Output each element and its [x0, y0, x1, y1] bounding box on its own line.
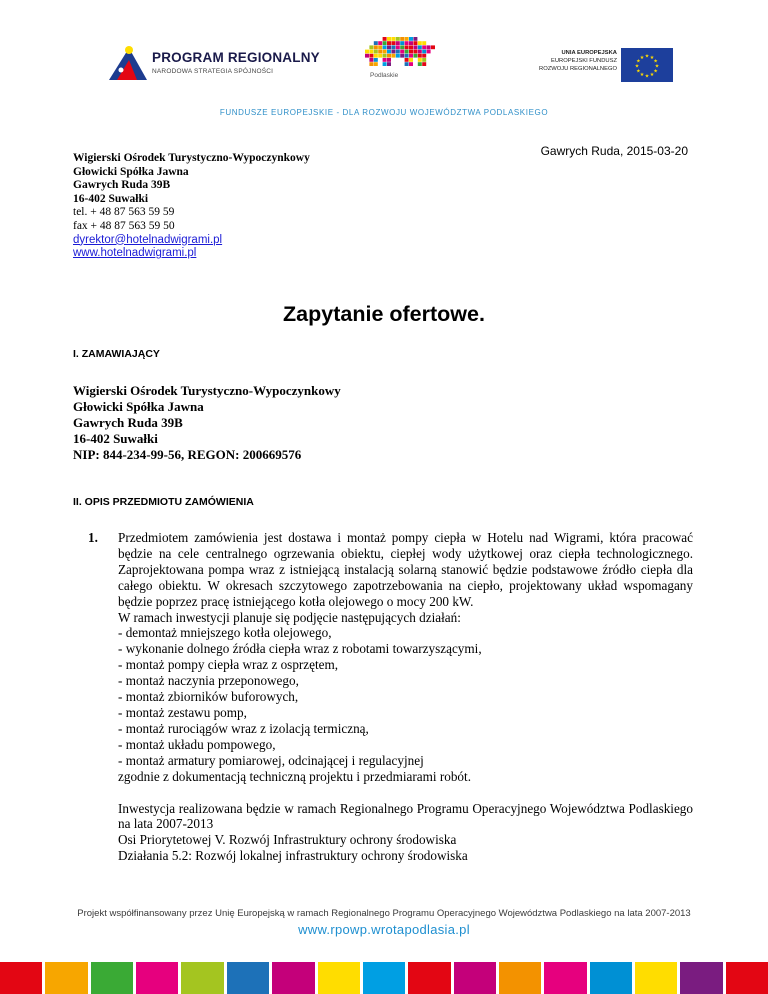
- mosaic-tile: [413, 37, 417, 41]
- program-title: PROGRAM REGIONALNY: [152, 50, 320, 65]
- mosaic-tile: [422, 41, 426, 45]
- color-strip: [0, 962, 768, 994]
- document-title: Zapytanie ofertowe.: [283, 302, 485, 326]
- list-item: - montaż rurociągów wraz z izolacją termiczną,: [118, 721, 693, 737]
- mosaic-tile: [422, 62, 426, 66]
- investment-line-2: Osi Priorytetowej V. Rozwój Infrastruktury ochrony środowiska: [118, 832, 457, 848]
- mosaic-tile: [418, 50, 422, 54]
- footer-url-link[interactable]: www.rpowp.wrotapodlasia.pl: [298, 922, 470, 937]
- mosaic-tile: [422, 45, 426, 49]
- orderer-block: [73, 383, 341, 463]
- list-item: - montaż naczynia przeponowego,: [118, 673, 693, 689]
- sender-company: Głowicki Spółka Jawna: [73, 165, 189, 178]
- mosaic-tile: [405, 58, 409, 62]
- mosaic-tile: [387, 45, 391, 49]
- eu-star-icon: ★: [649, 73, 655, 79]
- mosaic-tile: [378, 54, 382, 58]
- mosaic-tile: [383, 54, 387, 58]
- mosaic-tile: [391, 37, 395, 41]
- orderer-company: Głowicki Spółka Jawna: [73, 398, 204, 414]
- sender-block: [73, 152, 310, 261]
- mosaic-tile: [418, 58, 422, 62]
- mosaic-tile: [374, 45, 378, 49]
- mosaic-tile: [409, 62, 413, 66]
- eu-star-icon: ★: [636, 69, 641, 75]
- mosaic-tile: [387, 37, 391, 41]
- mosaic-tile: [369, 50, 373, 54]
- mosaic-tile: [400, 45, 404, 49]
- mosaic-tile: [400, 41, 404, 45]
- mosaic-tile: [387, 54, 391, 58]
- mosaic-tile: [413, 45, 417, 49]
- mosaic-tile: [391, 45, 395, 49]
- sender-email-link[interactable]: dyrektor@hotelnadwigrami.pl: [73, 233, 223, 246]
- mosaic-tile: [405, 37, 409, 41]
- program-regionalny-logo: [107, 40, 307, 90]
- mosaic-tile: [391, 41, 395, 45]
- strip-block: [272, 962, 314, 994]
- mosaic-tile: [409, 41, 413, 45]
- mosaic-tile: [383, 37, 387, 41]
- list-item: - montaż pompy ciepła wraz z osprzętem,: [118, 657, 693, 673]
- sender-tel: tel. + 48 87 563 59 59: [73, 206, 175, 219]
- mosaic-tile: [400, 50, 404, 54]
- mosaic-tile: [409, 45, 413, 49]
- eu-star-icon: ★: [649, 55, 655, 61]
- date-place: Gawrych Ruda, 2015-03-20: [540, 144, 688, 158]
- mosaic-tile: [387, 62, 391, 66]
- investment-line-3: Działania 5.2: Rozwój lokalnej infrastruktury ochrony środowiska: [118, 848, 468, 864]
- mosaic-tile: [391, 54, 395, 58]
- mosaic-tile: [409, 50, 413, 54]
- mosaic-tile: [365, 54, 369, 58]
- mosaic-tile: [418, 45, 422, 49]
- eu-star-icon: ★: [639, 73, 645, 79]
- mosaic-tile: [383, 62, 387, 66]
- eu-line-2: EUROPEJSKI FUNDUSZ: [550, 58, 617, 64]
- item-number: 1.: [88, 530, 98, 545]
- strip-block: [363, 962, 405, 994]
- strip-block: [0, 962, 42, 994]
- mosaic-tile: [405, 45, 409, 49]
- section-2-heading: II. OPIS PRZEDMIOTU ZAMÓWIENIA: [73, 496, 254, 508]
- mosaic-tile: [422, 50, 426, 54]
- mosaic-tile: [374, 41, 378, 45]
- strip-block: [726, 962, 768, 994]
- sender-name: Wigierski Ośrodek Turystyczno-Wypoczynkowy: [73, 152, 310, 164]
- mosaic-tile: [418, 41, 422, 45]
- eu-star-icon: ★: [644, 74, 650, 80]
- section-1-heading: I. ZAMAWIAJĄCY: [73, 348, 160, 360]
- mosaic-tile: [431, 45, 435, 49]
- eu-star-icon: ★: [644, 54, 650, 60]
- mosaic-tile: [374, 58, 378, 62]
- eu-caption: [533, 49, 617, 73]
- eu-star-icon: ★: [654, 64, 660, 70]
- mosaic-tile: [391, 50, 395, 54]
- sender-street: Gawrych Ruda 39B: [73, 179, 171, 192]
- strip-block: [544, 962, 586, 994]
- list-item: - wykonanie dolnego źródła ciepła wraz z robotami towarzyszącymi,: [118, 641, 693, 657]
- mosaic-tile: [374, 50, 378, 54]
- eu-flag-icon: [621, 48, 673, 82]
- mosaic-tile: [418, 62, 422, 66]
- strip-block: [454, 962, 496, 994]
- mosaic-tile: [400, 54, 404, 58]
- orderer-name: Wigierski Ośrodek Turystyczno-Wypoczynkowy: [73, 383, 341, 398]
- mosaic-tile: [405, 54, 409, 58]
- mosaic-tile: [396, 37, 400, 41]
- sender-postal: 16-402 Suwałki: [73, 192, 149, 205]
- actions-closing: zgodnie z dokumentacją techniczną projektu i przedmiarami robót.: [118, 768, 471, 784]
- mosaic-tile: [383, 41, 387, 45]
- strip-block: [635, 962, 677, 994]
- strip-block: [227, 962, 269, 994]
- strip-block: [680, 962, 722, 994]
- mosaic-tile: [400, 37, 404, 41]
- mosaic-tile: [378, 41, 382, 45]
- mosaic-tile: [409, 37, 413, 41]
- mosaic-tile: [396, 54, 400, 58]
- sender-fax: fax + 48 87 563 59 50: [73, 219, 175, 232]
- mosaic-tile: [409, 54, 413, 58]
- list-item: - montaż układu pompowego,: [118, 737, 693, 753]
- strip-block: [408, 962, 450, 994]
- investment-line-1: Inwestycja realizowana będzie w ramach Regionalnego Programu Operacyjnego Województwa Podlaskiego na lata 2007-2013: [118, 800, 693, 832]
- strip-block: [318, 962, 360, 994]
- mosaic-tile: [374, 54, 378, 58]
- mosaic-tile: [378, 45, 382, 49]
- item-paragraph: Przedmiotem zamówienia jest dostawa i montaż pompy ciepła w Hotelu nad Wigrami, która pracować będzie na cele centralnego ogrzewania obiektu, ciepłej wody użytkowej oraz ciepła technologicznego. Zaprojektowana pompa wraz z istniejącą instalacją solarną stanowić będzie podstawowe źródło ciepła dla całego obiektu. W okresach szczytowego zapotrzebowania na ciepło, projektowany układ wspomagany będzie poprzez pracę istniejącego kotła olejowego o mocy 200 kW.: [118, 530, 693, 609]
- program-subtitle: NARODOWA STRATEGIA SPÓJNOŚCI: [152, 68, 274, 75]
- list-item: - montaż zbiorników buforowych,: [118, 689, 693, 705]
- eu-star-icon: ★: [653, 69, 658, 75]
- mosaic-tile: [396, 50, 400, 54]
- actions-intro: W ramach inwestycji planuje się podjęcie następujących działań:: [118, 609, 461, 625]
- strip-block: [590, 962, 632, 994]
- strip-block: [499, 962, 541, 994]
- strip-block: [181, 962, 223, 994]
- orderer-postal: 16-402 Suwałki: [73, 430, 158, 446]
- mosaic-tile: [405, 41, 409, 45]
- mosaic-tile: [396, 41, 400, 45]
- cofinance-note: Projekt współfinansowany przez Unię Europejską w ramach Regionalnego Programu Operacyjnego Województwa Podlaskiego na lata 2007-2013: [77, 908, 691, 919]
- mosaic-tile: [405, 50, 409, 54]
- sender-www-link[interactable]: www.hotelnadwigrami.pl: [73, 247, 197, 260]
- mosaic-tile: [378, 50, 382, 54]
- mosaic-tile: [427, 45, 431, 49]
- mosaic-tile: [369, 54, 373, 58]
- mosaic-tile: [413, 41, 417, 45]
- mosaic-tile: [418, 54, 422, 58]
- mosaic-tile: [422, 58, 426, 62]
- list-item: - montaż zestawu pomp,: [118, 705, 693, 721]
- list-item: - demontaż mniejszego kotła olejowego,: [118, 625, 693, 641]
- eu-star-icon: ★: [634, 64, 640, 70]
- mosaic-tile: [387, 41, 391, 45]
- mosaic-tile: [383, 58, 387, 62]
- strip-block: [45, 962, 87, 994]
- mosaic-tile: [365, 50, 369, 54]
- strip-block: [136, 962, 178, 994]
- mosaic-tile: [405, 62, 409, 66]
- actions-list: [118, 625, 693, 768]
- mosaic-tile: [374, 62, 378, 66]
- mosaic-tile: [383, 50, 387, 54]
- order-item-1: [88, 530, 693, 864]
- orderer-ids: NIP: 844-234-99-56, REGON: 200669576: [73, 446, 302, 462]
- mosaic-tile: [387, 50, 391, 54]
- strip-block: [91, 962, 133, 994]
- region-label: Podlaskie: [370, 72, 399, 79]
- mosaic-tile: [413, 50, 417, 54]
- funds-banner: FUNDUSZE EUROPEJSKIE - DLA ROZWOJU WOJEWÓDZTWA PODLASKIEGO: [219, 108, 549, 117]
- mosaic-tile: [396, 45, 400, 49]
- mosaic-tile: [369, 45, 373, 49]
- eu-star-icon: ★: [636, 59, 641, 65]
- mosaic-tile: [427, 50, 431, 54]
- mosaic-tile: [422, 54, 426, 58]
- orderer-street: Gawrych Ruda 39B: [73, 414, 183, 430]
- eu-star-icon: ★: [653, 59, 658, 65]
- mosaic-tile: [409, 58, 413, 62]
- list-item: - montaż armatury pomiarowej, odcinającej i regulacyjnej: [118, 753, 693, 769]
- eu-line-1: UNIA EUROPEJSKA: [561, 50, 617, 56]
- mosaic-tile: [413, 54, 417, 58]
- eu-line-3: ROZWOJU REGIONALNEGO: [539, 66, 617, 72]
- mosaic-tile: [383, 45, 387, 49]
- mosaic-tile: [387, 58, 391, 62]
- eu-star-icon: ★: [639, 55, 645, 61]
- mosaic-tile: [369, 58, 373, 62]
- mosaic-tile: [369, 62, 373, 66]
